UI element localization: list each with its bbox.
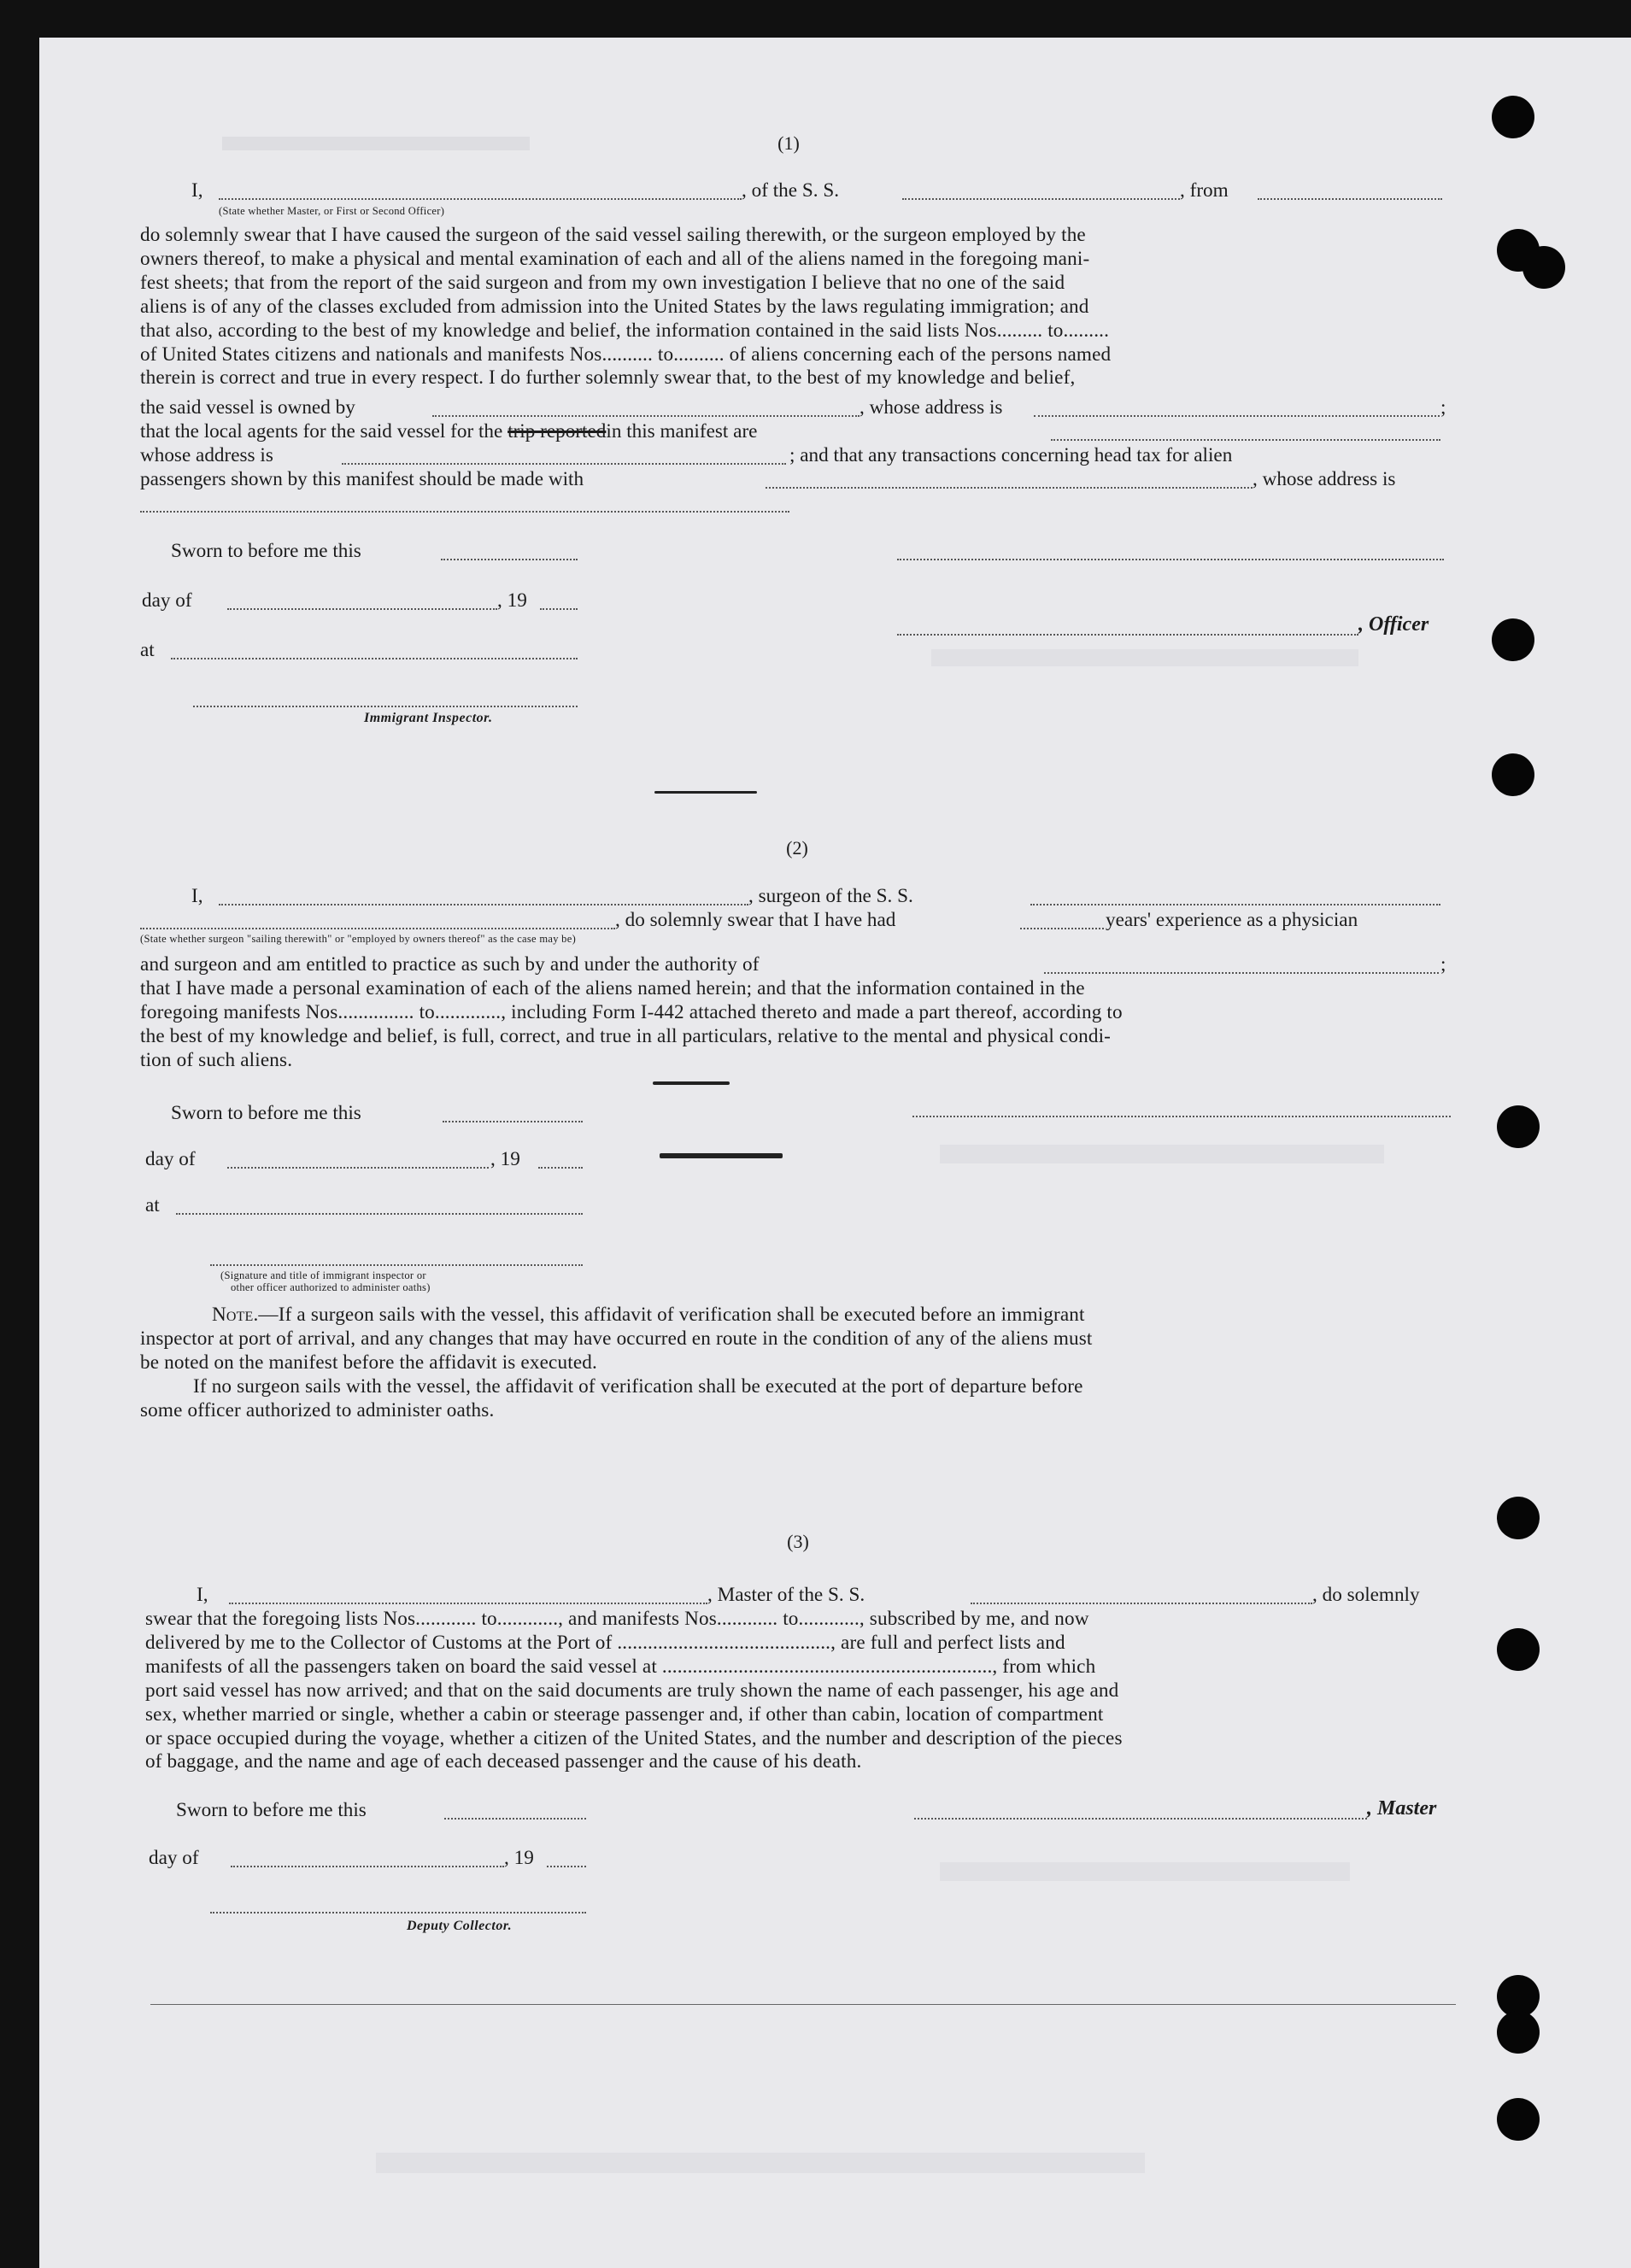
surgeon-paragraph <box>140 953 1456 1073</box>
head-tax-address-line <box>140 511 789 513</box>
deputy-signature-line <box>210 1912 586 1913</box>
do-solemnly-label: , do solemnly <box>1312 1584 1420 1606</box>
whose-address-label: , whose address is <box>860 396 1003 419</box>
master-line: swear that the foregoing lists Nos............ to............, and manifests Nos............ to............, subscribed by me, and now <box>145 1608 1089 1630</box>
sworn-label: Sworn to before me this <box>171 540 361 562</box>
master-paragraph <box>145 1608 1456 1774</box>
inspector-signature-line <box>210 1264 583 1266</box>
master-signature-line <box>914 1818 1367 1820</box>
surgeon-of-label: , surgeon of the S. S. <box>748 885 913 907</box>
at-label: at <box>145 1194 160 1216</box>
oath-line: owners thereof, to make a physical and mental examination of each and all of the aliens named in the foregoing mani- <box>140 247 1090 270</box>
note-paragraph <box>140 1304 1456 1423</box>
deputy-label: Deputy Collector. <box>407 1919 513 1933</box>
oath-line: do solemnly swear that I have caused the surgeon of the said vessel sailing therewith, or the surgeon employed by the <box>140 224 1086 246</box>
oath-line: therein is correct and true in every respect. I do further solemnly swear that, to the best of my knowledge and belief, <box>140 366 1076 390</box>
master-line: sex, whether married or single, whether a cabin or steerage passenger and, if other than cabin, location of compartment <box>145 1702 1104 1726</box>
local-agents-text-b: in this manifest are <box>606 420 758 442</box>
struck-text: trip reported <box>507 420 607 442</box>
oath-line: aliens is of any of the classes excluded from admission into the United States by the laws regulating immigration; and <box>140 295 1089 318</box>
local-agents-fill-line <box>1051 439 1440 441</box>
years-line <box>1020 928 1104 929</box>
day-of-line <box>227 608 497 610</box>
note-line: inspector at port of arrival, and any changes that may have occurred en route in the condition of any of the aliens must <box>140 1327 1093 1350</box>
bleed-through-mark <box>931 649 1358 666</box>
punch-hole <box>1497 1628 1540 1671</box>
year-line <box>538 1167 583 1169</box>
bottom-rule <box>150 2004 1456 2005</box>
note-line <box>140 1304 1456 1327</box>
officer-note: (State whether Master, or First or Second Officer) <box>219 205 445 217</box>
owner-address-line <box>1034 415 1440 417</box>
punch-hole <box>1497 1497 1540 1539</box>
head-tax-contact-line <box>766 487 1253 489</box>
local-agents-line <box>140 420 757 443</box>
year-label: , 19 <box>490 1148 520 1170</box>
owner-line <box>432 415 860 417</box>
day-of-label: day of <box>149 1847 199 1869</box>
bleed-through-mark <box>222 137 530 150</box>
master-line: delivered by me to the Collector of Customs at the Port of .........................................., are full and perfect lists and <box>145 1631 1065 1654</box>
ink-mark <box>660 1153 783 1158</box>
i-label: I, <box>197 1584 208 1606</box>
master-line: manifests of all the passengers taken on board the said vessel at ................................................................., from which <box>145 1655 1096 1678</box>
years-text: years' experience as a physician <box>1106 909 1358 931</box>
at-line <box>171 658 578 659</box>
section-number: (1) <box>777 132 800 154</box>
master-ship-line <box>971 1603 1312 1604</box>
master-label: , Master <box>1367 1797 1437 1820</box>
master-name-line <box>229 1603 707 1604</box>
oath-line: of United States citizens and nationals and manifests Nos.......... to.......... of aliens concerning each of the persons named <box>140 343 1112 366</box>
note-text: —If a surgeon sails with the vessel, this affidavit of verification shall be executed before an immigrant <box>258 1304 1085 1326</box>
note-label: Note. <box>212 1304 259 1326</box>
punch-hole <box>1522 246 1565 289</box>
officer-label: , Officer <box>1358 613 1429 636</box>
ship-name-line <box>902 198 1180 200</box>
swear-text: , do solemnly swear that I have had <box>615 909 896 931</box>
from-line <box>1258 198 1442 200</box>
punch-hole <box>1492 96 1534 138</box>
i-label: I, <box>191 179 203 202</box>
semicolon: ; <box>1440 953 1446 976</box>
local-agents-text: that the local agents for the said vessel for the <box>140 420 503 442</box>
semicolon: ; <box>1440 396 1446 419</box>
surgeon-ship-line <box>1030 904 1440 905</box>
sworn-date-line <box>443 1121 583 1122</box>
owned-by-label: the said vessel is owned by <box>140 396 355 419</box>
bleed-through-mark <box>940 1145 1384 1163</box>
sworn-date-line <box>444 1818 586 1820</box>
year-label: , 19 <box>497 589 527 612</box>
master-line: of baggage, and the name and age of each deceased passenger and the cause of his death. <box>145 1750 862 1773</box>
authority-line <box>1044 972 1439 974</box>
note-line: some officer authorized to administer oaths. <box>140 1398 495 1421</box>
master-line: port said vessel has now arrived; and that on the said documents are truly shown the name of each passenger, his age and <box>145 1679 1119 1702</box>
sig-note: other officer authorized to administer oaths) <box>231 1281 431 1293</box>
surgeon-name-line <box>219 904 748 905</box>
note-line: If no surgeon sails with the vessel, the affidavit of verification shall be executed at the port of departure before <box>193 1374 1083 1398</box>
surgeon-type-line <box>140 928 615 929</box>
officer-signature-line <box>897 559 1444 560</box>
punch-hole <box>1497 2098 1540 2141</box>
whose-address-label-2: whose address is <box>140 444 273 466</box>
ink-mark <box>653 1081 730 1085</box>
head-tax-text: ; and that any transactions concerning head tax for alien <box>789 444 1233 466</box>
of-ss-label: , of the S. S. <box>742 179 840 202</box>
sworn-label: Sworn to before me this <box>176 1799 367 1821</box>
master-line: or space occupied during the voyage, whether a citizen of the United States, and the number and description of the pieces <box>145 1726 1123 1749</box>
day-of-label: day of <box>145 1148 196 1170</box>
year-label: , 19 <box>504 1847 534 1869</box>
year-line <box>540 608 578 610</box>
officer-title-line <box>897 634 1358 636</box>
sworn-date-line <box>441 559 578 560</box>
sworn-label: Sworn to before me this <box>171 1102 361 1124</box>
at-label: at <box>140 639 155 661</box>
punch-hole <box>1497 1105 1540 1148</box>
year-line <box>547 1866 586 1867</box>
section-divider <box>654 791 757 794</box>
whose-address-label-3: , whose address is <box>1253 468 1396 490</box>
master-of-label: , Master of the S. S. <box>707 1584 865 1606</box>
day-of-line <box>231 1866 504 1867</box>
oath-line: that also, according to the best of my knowledge and belief, the information contained in the said lists Nos......... to......... <box>140 319 1110 342</box>
day-of-label: day of <box>142 589 192 612</box>
note-line: be noted on the manifest before the affidavit is executed. <box>140 1351 597 1374</box>
passengers-text: passengers shown by this manifest should be made with <box>140 468 584 490</box>
oath-paragraph <box>140 224 1456 390</box>
surgeon-line: the best of my knowledge and belief, is full, correct, and true in all particulars, relative to the mental and physical condi- <box>140 1024 1112 1047</box>
surgeon-line: that I have made a personal examination of each of the aliens named herein; and that the information contained in the <box>140 976 1085 999</box>
inspector-label: Immigrant Inspector. <box>364 711 493 725</box>
officer-name-line <box>219 198 742 200</box>
punch-hole <box>1497 2011 1540 2054</box>
surgeon-line: tion of such aliens. <box>140 1048 293 1071</box>
punch-hole <box>1492 618 1534 661</box>
surgeon-line-text: and surgeon and am entitled to practice as such by and under the authority of <box>140 953 760 976</box>
bleed-through-mark <box>376 2153 1145 2173</box>
at-line <box>176 1213 583 1215</box>
agents-address-line <box>342 463 786 465</box>
signature-line <box>912 1116 1451 1117</box>
surgeon-line: foregoing manifests Nos............... to............., including Form I-442 attached thereto and made a part thereof, according to <box>140 1000 1123 1023</box>
day-of-line <box>227 1167 489 1169</box>
bleed-through-mark <box>940 1862 1350 1881</box>
i-label: I, <box>191 885 203 907</box>
section-number: (2) <box>786 837 808 859</box>
sig-note: (Signature and title of immigrant inspector or <box>220 1269 426 1281</box>
oath-line: fest sheets; that from the report of the said surgeon and from my own investigation I believe that no one of the said <box>140 271 1065 294</box>
section-number: (3) <box>787 1531 809 1552</box>
from-label: , from <box>1180 179 1229 202</box>
punch-hole <box>1492 753 1534 796</box>
surgeon-note: (State whether surgeon "sailing therewith" or "employed by owners thereof" as the case may be) <box>140 933 577 945</box>
inspector-signature-line <box>193 706 578 707</box>
